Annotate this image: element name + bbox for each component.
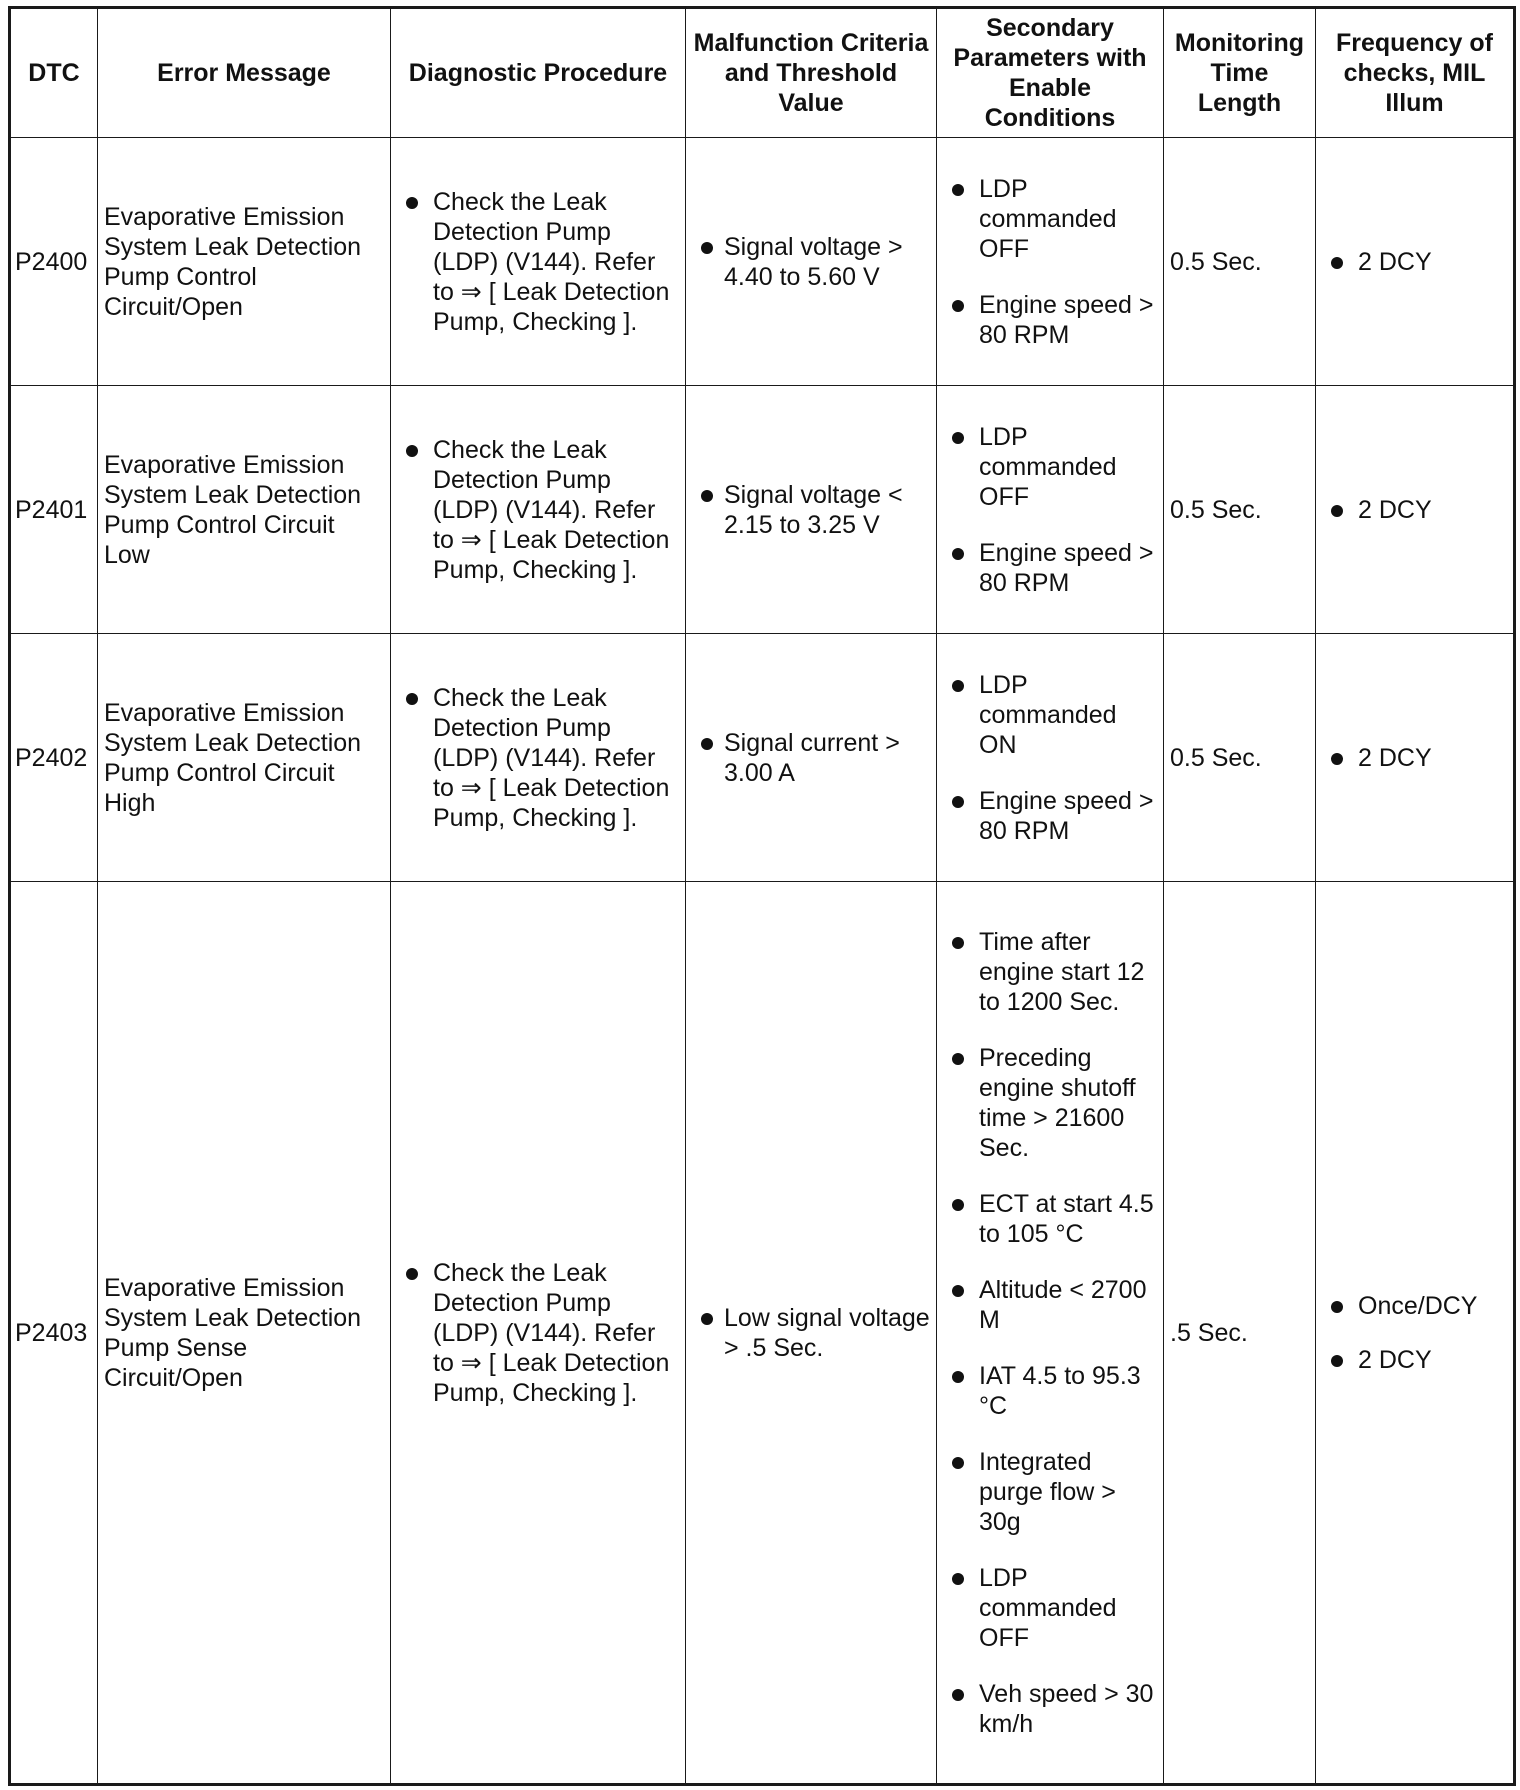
secondary-parameters — [937, 386, 1164, 634]
diagnostic-procedure — [391, 386, 686, 634]
header-malfunction-criteria: Malfunction Criteria and Threshold Value — [686, 8, 937, 138]
parameter-item: LDP commanded ON — [943, 670, 1157, 760]
dtc-table — [8, 6, 1516, 1786]
dtc-code: P2401 — [10, 386, 98, 634]
frequency-list — [1322, 1291, 1507, 1375]
procedure-list — [397, 435, 679, 585]
secondary-parameters — [937, 634, 1164, 882]
parameter-item: Engine speed > 80 RPM — [943, 538, 1157, 598]
parameter-item: Preceding engine shutoff time > 21600 Sec. — [943, 1043, 1157, 1163]
procedure-item: Check the Leak Detection Pump (LDP) (V144). Refer to ⇒ [ Leak Detection Pump, Checking ]. — [397, 683, 679, 833]
parameter-list — [943, 927, 1157, 1739]
parameter-item: Engine speed > 80 RPM — [943, 786, 1157, 846]
parameter-item: Integrated purge flow > 30g — [943, 1447, 1157, 1537]
monitoring-time: 0.5 Sec. — [1164, 138, 1316, 386]
secondary-parameters — [937, 138, 1164, 386]
parameter-item: LDP commanded OFF — [943, 174, 1157, 264]
frequency-list — [1322, 743, 1507, 773]
parameter-item: ECT at start 4.5 to 105 °C — [943, 1189, 1157, 1249]
table-header-row — [10, 8, 1515, 138]
monitoring-time: .5 Sec. — [1164, 882, 1316, 1785]
table-row — [10, 138, 1515, 386]
frequency — [1316, 386, 1515, 634]
parameter-list — [943, 422, 1157, 598]
diagnostic-procedure — [391, 882, 686, 1785]
criteria-list — [692, 1303, 930, 1363]
malfunction-criteria — [686, 138, 937, 386]
procedure-list — [397, 187, 679, 337]
header-dtc: DTC — [10, 8, 98, 138]
diagnostic-procedure — [391, 138, 686, 386]
procedure-item: Check the Leak Detection Pump (LDP) (V144). Refer to ⇒ [ Leak Detection Pump, Checking ]. — [397, 187, 679, 337]
frequency-item: 2 DCY — [1322, 495, 1507, 525]
dtc-code: P2403 — [10, 882, 98, 1785]
parameter-list — [943, 174, 1157, 350]
header-diagnostic-procedure: Diagnostic Procedure — [391, 8, 686, 138]
malfunction-criteria — [686, 634, 937, 882]
frequency-item: Once/DCY — [1322, 1291, 1507, 1321]
criteria-list — [692, 232, 930, 292]
dtc-code: P2400 — [10, 138, 98, 386]
parameter-item: Time after engine start 12 to 1200 Sec. — [943, 927, 1157, 1017]
header-error-message: Error Message — [98, 8, 391, 138]
monitoring-time: 0.5 Sec. — [1164, 386, 1316, 634]
criteria-list — [692, 480, 930, 540]
frequency — [1316, 882, 1515, 1785]
procedure-item: Check the Leak Detection Pump (LDP) (V144). Refer to ⇒ [ Leak Detection Pump, Checking ]. — [397, 1258, 679, 1408]
parameter-item: Veh speed > 30 km/h — [943, 1679, 1157, 1739]
criteria-list — [692, 728, 930, 788]
parameter-item: LDP commanded OFF — [943, 422, 1157, 512]
table-row — [10, 386, 1515, 634]
procedure-item: Check the Leak Detection Pump (LDP) (V144). Refer to ⇒ [ Leak Detection Pump, Checking ]. — [397, 435, 679, 585]
malfunction-criteria — [686, 386, 937, 634]
parameter-item: Engine speed > 80 RPM — [943, 290, 1157, 350]
header-secondary-parameters: Secondary Parameters with Enable Conditions — [937, 8, 1164, 138]
table-row — [10, 882, 1515, 1785]
secondary-parameters — [937, 882, 1164, 1785]
procedure-list — [397, 1258, 679, 1408]
parameter-item: Altitude < 2700 M — [943, 1275, 1157, 1335]
table-row — [10, 634, 1515, 882]
malfunction-criteria — [686, 882, 937, 1785]
frequency-item: 2 DCY — [1322, 1345, 1507, 1375]
error-message: Evaporative Emission System Leak Detection Pump Control Circuit Low — [98, 386, 391, 634]
error-message: Evaporative Emission System Leak Detection Pump Control Circuit High — [98, 634, 391, 882]
procedure-list — [397, 683, 679, 833]
frequency-list — [1322, 495, 1507, 525]
error-message: Evaporative Emission System Leak Detection Pump Sense Circuit/Open — [98, 882, 391, 1785]
frequency-item: 2 DCY — [1322, 247, 1507, 277]
diagnostic-procedure — [391, 634, 686, 882]
parameter-item: LDP commanded OFF — [943, 1563, 1157, 1653]
criteria-item: Signal current > 3.00 A — [692, 728, 930, 788]
dtc-code: P2402 — [10, 634, 98, 882]
header-frequency: Frequency of checks, MIL Illum — [1316, 8, 1515, 138]
parameter-item: IAT 4.5 to 95.3 °C — [943, 1361, 1157, 1421]
monitoring-time: 0.5 Sec. — [1164, 634, 1316, 882]
frequency-list — [1322, 247, 1507, 277]
frequency-item: 2 DCY — [1322, 743, 1507, 773]
error-message: Evaporative Emission System Leak Detection Pump Control Circuit/Open — [98, 138, 391, 386]
criteria-item: Signal voltage > 4.40 to 5.60 V — [692, 232, 930, 292]
parameter-list — [943, 670, 1157, 846]
frequency — [1316, 138, 1515, 386]
criteria-item: Low signal voltage > .5 Sec. — [692, 1303, 930, 1363]
header-monitoring-time: Monitoring Time Length — [1164, 8, 1316, 138]
frequency — [1316, 634, 1515, 882]
criteria-item: Signal voltage < 2.15 to 3.25 V — [692, 480, 930, 540]
